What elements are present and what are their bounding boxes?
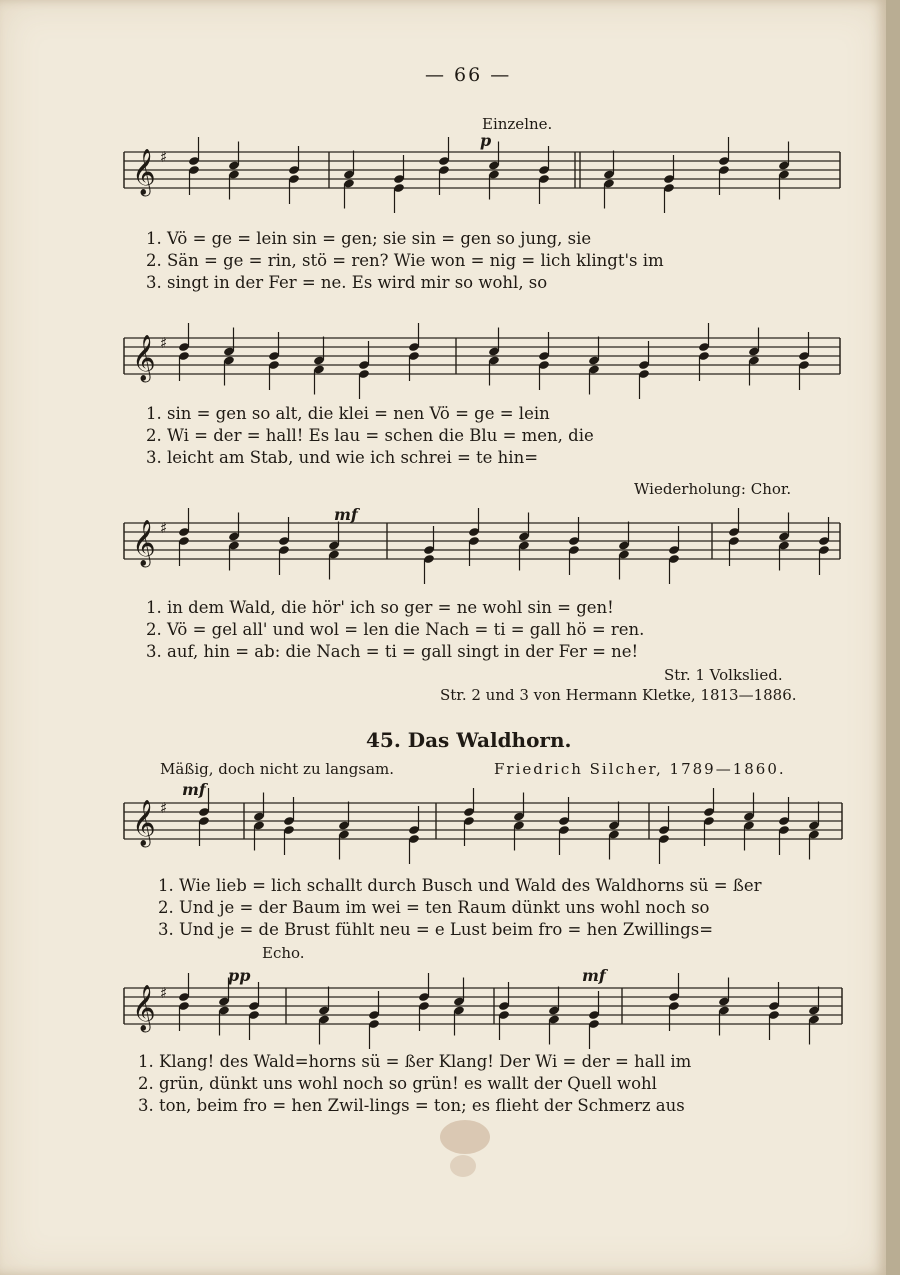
dynamic-mf: mf (334, 505, 358, 524)
treble-clef-icon: 𝄞 (132, 149, 156, 195)
lyric-line: 2. Und je = der Baum im wei = ten Raum dünkt uns wohl noch so (158, 898, 710, 917)
dynamic-pp: pp (228, 966, 251, 985)
lyric-line: 1. sin = gen so alt, die klei = nen Vö = ge = lein (146, 404, 550, 423)
lyric-line: 2. Wi = der = hall! Es lau = schen die Blu = men, die (146, 426, 594, 445)
paper-stain (440, 1120, 490, 1154)
dynamic-mf: mf (182, 780, 206, 799)
lyric-line: 3. Und je = de Brust fühlt neu = e Lust beim fro = hen Zwillings= (158, 920, 714, 939)
treble-clef-icon: 𝄞 (132, 985, 156, 1031)
lyric-line: 1. Klang! des Wald=horns sü = ßer Klang! Der Wi = der = hall im (138, 1052, 692, 1071)
lyric-line: 3. ton, beim fro = hen Zwil-lings = ton; es flieht der Schmerz aus (138, 1096, 685, 1115)
dynamic-mf: mf (582, 966, 606, 985)
lyric-line: 2. Vö = gel all' und wol = len die Nach = ti = gall hö = ren. (146, 620, 645, 639)
sharp-key-icon: ♯ (160, 519, 168, 537)
song-title: 45. Das Waldhorn. (366, 728, 572, 752)
sharp-key-icon: ♯ (160, 984, 168, 1002)
credit-line: Str. 2 und 3 von Hermann Kletke, 1813—1886. (440, 686, 797, 704)
sharp-key-icon: ♯ (160, 148, 168, 166)
label-einzelne: Einzelne. (482, 115, 553, 133)
lyric-line: 3. singt in der Fer = ne. Es wird mir so wohl, so (146, 273, 548, 292)
treble-clef-icon: 𝄞 (132, 520, 156, 566)
tempo-marking: Mäßig, doch nicht zu langsam. (160, 760, 395, 778)
music-staff (124, 334, 840, 381)
paper-stain (450, 1155, 476, 1177)
label-wiederholung: Wiederholung: Chor. (634, 480, 792, 498)
music-staff (124, 799, 842, 846)
lyric-line: 1. Vö = ge = lein sin = gen; sie sin = gen so jung, sie (146, 229, 592, 248)
lyric-line: 2. Sän = ge = rin, stö = ren? Wie won = nig = lich klingt's im (146, 251, 664, 270)
label-echo: Echo. (262, 944, 305, 962)
dynamic-p: p (480, 131, 492, 150)
composer: Friedrich Silcher, 1789—1860. (494, 760, 786, 778)
treble-clef-icon: 𝄞 (132, 335, 156, 381)
sharp-key-icon: ♯ (160, 799, 168, 817)
lyric-line: 3. auf, hin = ab: die Nach = ti = gall singt in der Fer = ne! (146, 642, 639, 661)
sharp-key-icon: ♯ (160, 334, 168, 352)
lyric-line: 3. leicht am Stab, und wie ich schrei = te hin= (146, 448, 539, 467)
lyric-line: 2. grün, dünkt uns wohl noch so grün! es wallt der Quell wohl (138, 1074, 657, 1093)
music-staff (124, 148, 840, 195)
page-number: — 66 — (425, 64, 512, 86)
credit-line: Str. 1 Volkslied. (664, 666, 783, 684)
lyric-line: 1. in dem Wald, die hör' ich so ger = ne wohl sin = gen! (146, 598, 614, 617)
treble-clef-icon: 𝄞 (132, 800, 156, 846)
music-staff (124, 519, 840, 566)
lyric-line: 1. Wie lieb = lich schallt durch Busch und Wald des Waldhorns sü = ßer (158, 876, 762, 895)
music-staff (124, 984, 842, 1031)
